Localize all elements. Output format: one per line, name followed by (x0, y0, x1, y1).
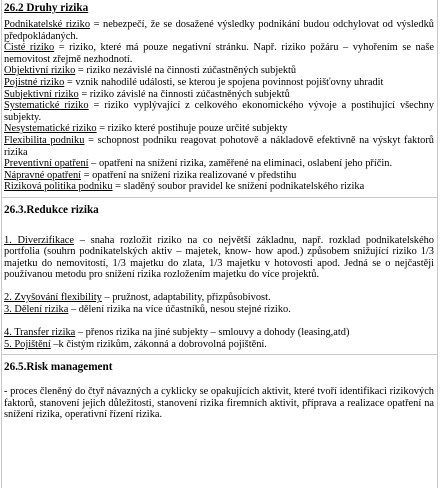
section-title-risk-management: 26.5.Risk management (4, 361, 113, 374)
definition-text: = riziko které postihuje pouze určité subjekty (96, 123, 288, 135)
section-divider (1, 197, 437, 198)
method-text: – snaha rozložit riziko na co největší základnu, např. rozklad podnikatelského portfolia (souhrn podnikatelských aktiv – majetek, know- how apod.) způsobem snižující riziko 1/3 majetku do nemovitostí, 1/3 majetku do zlata, 1/3 majetku v hotovosti apod. Jedná se o nejčastěji používanou metodu pro snížení rizika rozložením majetku do více projektů. (4, 234, 434, 281)
method-item-diverzifikace (4, 235, 434, 281)
section-title-redukce-rizika: 26.3.Redukce rizika (4, 203, 99, 216)
definition-item (4, 42, 434, 65)
definition-text: = nebezpečí, že se dosažené výsledky podnikání budou odchylovat od výsledků předpokládaných. (4, 19, 434, 42)
section-title-druhy-rizika: 26.2 Druhy rizika (4, 2, 89, 14)
definition-item (4, 123, 434, 135)
definition-text: = opatření na snížení rizika realizované v předstihu (81, 169, 297, 181)
document-content (4, 2, 434, 421)
definition-item (4, 135, 434, 158)
section-divider (1, 354, 437, 355)
definition-text: = sladěný soubor pravidel ke snížení podnikatelského rizika (112, 181, 365, 193)
definition-item (4, 77, 434, 89)
table-border-right (437, 0, 438, 488)
definition-term: Riziková politika podniku (4, 181, 113, 193)
method-term: 3. Dělení rizika (4, 304, 69, 316)
definition-text: = vznik nahodilé události, se kterou je spojena povinnost pojišťovny uhradit (64, 76, 384, 88)
method-text: –k čistým rizikům, zákonná a dobrovolná pojištění. (50, 338, 267, 350)
method-text: – pružnost, adaptability, přizpůsobivost. (101, 292, 271, 304)
definition-text: = riziko, které má pouze negativní stránku. Např. riziko požáru – vyhořením se naše nemovitost zřejmě nezhodnotí. (4, 42, 434, 65)
definition-term: Podnikatelské riziko (4, 19, 91, 30)
method-item-flexibilita (4, 292, 434, 304)
definition-text: – opatření na snížení rizika, zaměřené na eliminaci, oslabení jeho příčin. (88, 158, 393, 170)
definition-term: Flexibilita podniku (4, 134, 85, 146)
definition-term: Preventivní opatření (4, 158, 89, 170)
risk-management-text: - proces členěný do čtyř návazných a cyklicky se opakujících aktivit, které tvoří identifikaci rizikových faktorů, stanovení jejich důležitosti, stanovení rizika firemních aktivit, příprava a realizace opatření na snížení rizika, operativní řízení rizika. (4, 386, 434, 421)
definition-term: Nápravné opatření (4, 169, 82, 181)
table-border-left (1, 0, 2, 488)
method-text: – přenos rizika na jiné subjekty – smlouvy a dohody (leasing,atd) (75, 327, 350, 339)
method-text: – dělení rizika na více účastníků, nesou stejné riziko. (68, 304, 291, 316)
method-item-deleni-rizika (4, 304, 434, 316)
definition-item (4, 158, 434, 170)
definition-item (4, 19, 434, 42)
definition-term: Nesystematické riziko (4, 123, 97, 135)
method-term: 1. Diverzifikace (4, 234, 75, 246)
definition-text: = riziko závislé na činnosti zúčastněných subjektů (78, 88, 290, 100)
definition-text: = riziko vyplývající z celkového ekonomického vývoje a postihující všechny subjekty. (4, 100, 434, 123)
method-term: 4. Transfer rizika (4, 327, 76, 339)
definition-term: Pojistné riziko (4, 76, 65, 88)
definition-text: = schopnost podniku reagovat pohotově a nákladově efektivně na výskyt faktorů rizika (4, 134, 434, 158)
definition-term: Systematické riziko (4, 100, 89, 112)
definition-term: Čisté riziko (4, 42, 55, 54)
method-term: 2. Zvyšování flexibility (4, 292, 102, 304)
definition-text: = riziko nezávislé na činnosti zúčastněných subjektů (75, 65, 297, 77)
definition-item (4, 100, 434, 123)
definition-term: Objektivní riziko (4, 65, 76, 77)
definition-item (4, 170, 434, 182)
method-item-pojisteni (4, 339, 434, 351)
definition-item (4, 65, 434, 77)
method-term: 5. Pojištění (4, 338, 51, 350)
method-item-transfer-rizika (4, 327, 434, 339)
definition-item (4, 181, 434, 193)
definition-term: Subjektivní riziko (4, 88, 79, 100)
definition-item (4, 89, 434, 101)
